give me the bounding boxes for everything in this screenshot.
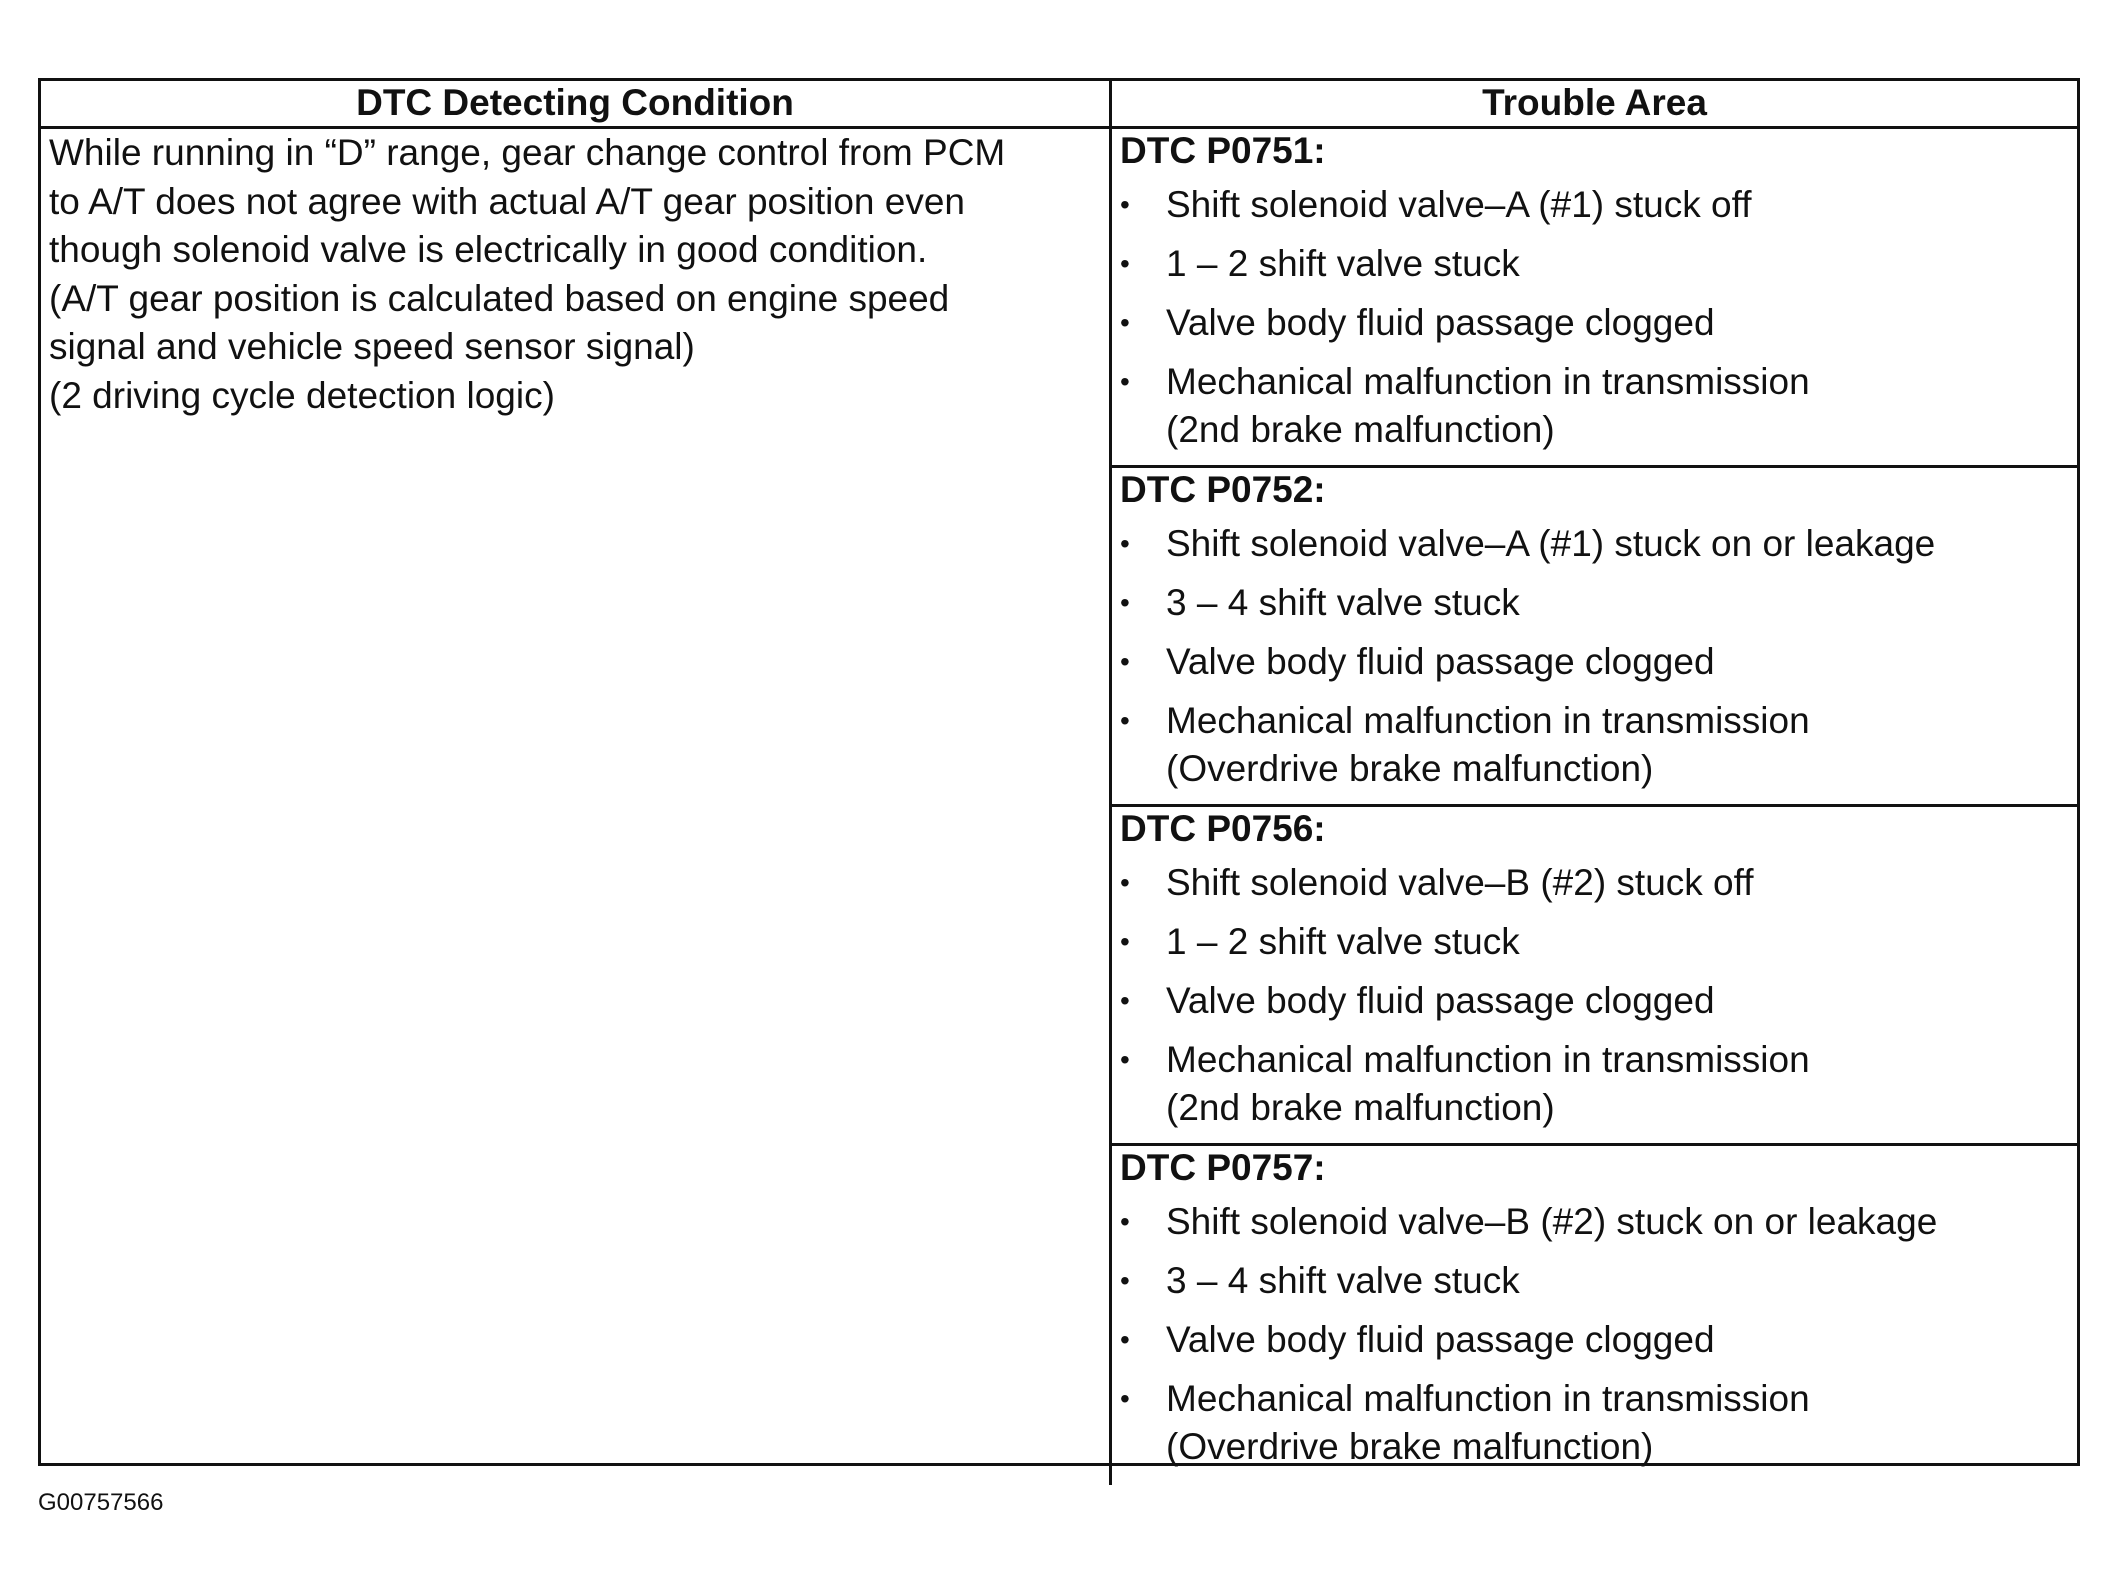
list-item-subtext: (Overdrive brake malfunction) xyxy=(1166,748,1654,789)
list-item xyxy=(1120,1257,2069,1305)
list-item xyxy=(1120,181,2069,229)
dtc-section-p0751 xyxy=(1112,129,2077,468)
list-item-text: Mechanical malfunction in transmission xyxy=(1166,361,1810,402)
bullet-icon: • xyxy=(1120,1206,1130,1237)
condition-line: (2 driving cycle detection logic) xyxy=(49,374,555,416)
list-item-text: Valve body fluid passage clogged xyxy=(1166,980,1715,1021)
list-item-text: Valve body fluid passage clogged xyxy=(1166,641,1715,682)
bullet-icon: • xyxy=(1120,926,1130,957)
list-item-text: Mechanical malfunction in transmission xyxy=(1166,1378,1810,1419)
list-item xyxy=(1120,977,2069,1025)
trouble-area-cell xyxy=(1112,129,2077,1485)
list-item xyxy=(1120,859,2069,907)
bullet-icon: • xyxy=(1120,867,1130,898)
list-item xyxy=(1120,358,2069,454)
condition-line: signal and vehicle speed sensor signal) xyxy=(49,326,695,367)
bullet-icon: • xyxy=(1120,1383,1130,1414)
condition-line: (A/T gear position is calculated based on engine speed xyxy=(49,277,950,319)
bullet-icon: • xyxy=(1120,587,1130,618)
list-item-text: Valve body fluid passage clogged xyxy=(1166,302,1715,343)
list-item xyxy=(1120,240,2069,288)
list-item-text: Shift solenoid valve–B (#2) stuck on or leakage xyxy=(1166,1201,1938,1242)
dtc-table xyxy=(38,78,2080,1466)
list-item-text: 1 – 2 shift valve stuck xyxy=(1166,243,1520,284)
list-item-text: Mechanical malfunction in transmission xyxy=(1166,700,1810,741)
list-item-text: Mechanical malfunction in transmission xyxy=(1166,1039,1810,1080)
bullet-icon: • xyxy=(1120,366,1130,397)
bullet-icon: • xyxy=(1120,1265,1130,1296)
list-item-subtext: (2nd brake malfunction) xyxy=(1166,1087,1555,1128)
list-item-body xyxy=(1166,358,1810,454)
bullet-icon: • xyxy=(1120,705,1130,736)
list-item xyxy=(1120,299,2069,347)
dtc-section-p0756 xyxy=(1112,807,2077,1146)
list-item-body xyxy=(1166,697,1810,793)
list-item-text: Shift solenoid valve–A (#1) stuck off xyxy=(1166,184,1752,225)
bullet-icon: • xyxy=(1120,248,1130,279)
dtc-code: DTC P0751: xyxy=(1120,130,1326,171)
dtc-code: DTC P0756: xyxy=(1120,808,1326,849)
condition-line: While running in “D” range, gear change control from PCM xyxy=(49,132,1006,173)
bullet-icon: • xyxy=(1120,1324,1130,1355)
dtc-section-p0757 xyxy=(1112,1146,2077,1485)
list-item xyxy=(1120,520,2069,568)
list-item xyxy=(1120,638,2069,686)
list-item-subtext: (Overdrive brake malfunction) xyxy=(1166,1426,1654,1467)
list-item xyxy=(1120,697,2069,793)
bullet-icon: • xyxy=(1120,189,1130,220)
condition-cell xyxy=(41,129,1112,1485)
list-item-text: Shift solenoid valve–A (#1) stuck on or leakage xyxy=(1166,523,1936,564)
list-item xyxy=(1120,1036,2069,1132)
list-item xyxy=(1120,1316,2069,1364)
header-dtc-detecting-condition: DTC Detecting Condition xyxy=(41,81,1112,129)
bullet-icon: • xyxy=(1120,307,1130,338)
list-item-text: 3 – 4 shift valve stuck xyxy=(1166,1260,1520,1301)
dtc-section-p0752 xyxy=(1112,468,2077,807)
bullet-icon: • xyxy=(1120,1044,1130,1075)
bullet-icon: • xyxy=(1120,985,1130,1016)
list-item xyxy=(1120,579,2069,627)
list-item-text: Valve body fluid passage clogged xyxy=(1166,1319,1715,1360)
condition-line: though solenoid valve is electrically in good condition. xyxy=(49,229,928,270)
list-item xyxy=(1120,1198,2069,1246)
dtc-code: DTC P0757: xyxy=(1120,1147,1326,1188)
list-item-body xyxy=(1166,1375,1810,1471)
list-item-text: 3 – 4 shift valve stuck xyxy=(1166,582,1520,623)
figure-id: G00757566 xyxy=(38,1489,164,1516)
bullet-icon: • xyxy=(1120,528,1130,559)
list-item-text: Shift solenoid valve–B (#2) stuck off xyxy=(1166,862,1754,903)
list-item-body xyxy=(1166,1036,1810,1132)
list-item xyxy=(1120,1375,2069,1471)
condition-line: to A/T does not agree with actual A/T gear position even xyxy=(49,180,966,222)
list-item-text: 1 – 2 shift valve stuck xyxy=(1166,921,1520,962)
list-item xyxy=(1120,918,2069,966)
header-trouble-area: Trouble Area xyxy=(1112,81,2077,129)
bullet-icon: • xyxy=(1120,646,1130,677)
dtc-code: DTC P0752: xyxy=(1120,469,1326,510)
list-item-subtext: (2nd brake malfunction) xyxy=(1166,409,1555,450)
